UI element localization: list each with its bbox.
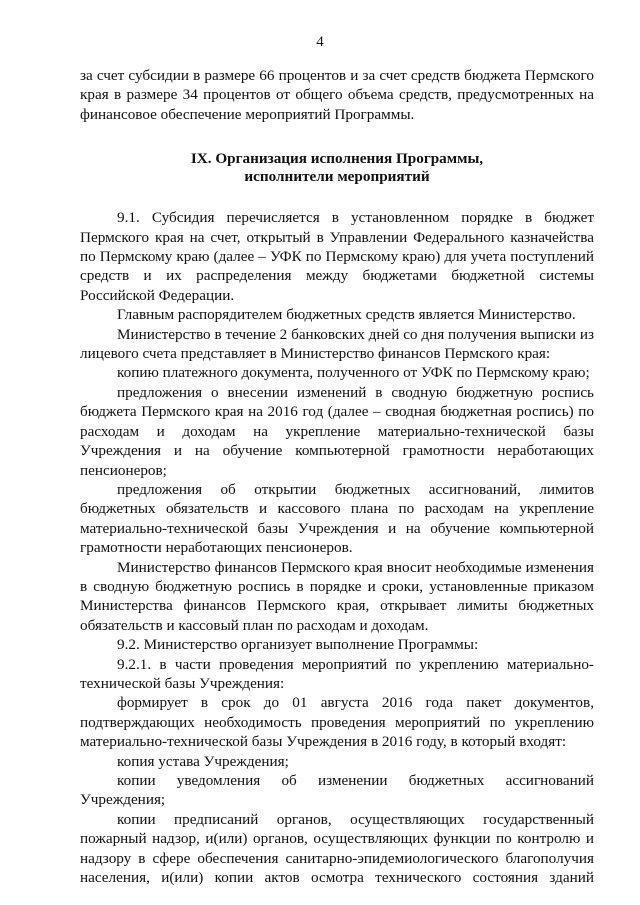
page-number: 4 <box>316 34 324 50</box>
intro-paragraph: за счет субсидии в размере 66 процентов и за счет средств бюджета Пермского края в размере 34 процентов от общего объема средств, предусмотренных на финансовое обеспечение мероприятий Программы. <box>80 67 594 123</box>
paragraph-budget-changes: предложения о внесении изменений в сводную бюджетную роспись бюджета Пермского края на 2016 год (далее – сводная бюджетная роспись) по расходам и доходам на укрепление материально-технической базы Учреждения и на обучение компьютерной грамотности неработающих пенсионеров; <box>80 383 594 479</box>
paragraph-ministry-submits: Министерство в течение 2 банковских дней со дня получения выписки из лицевого счета представляет в Министерство финансов Пермского края: <box>80 325 594 363</box>
paragraph-charter-copy: копия устава Учреждения; <box>117 752 289 770</box>
paragraph-main-manager: Главным распорядителем бюджетных средств является Министерство. <box>117 306 576 324</box>
section-heading <box>80 150 594 186</box>
document-body <box>80 66 594 887</box>
paragraph-finance-ministry: Министерство финансов Пермского края вносит необходимые изменения в сводную бюджетную роспись в порядке и сроки, установленные приказом Министерства финансов Пермского края, открывает лимиты бюджетных обязательств и кассовый план по расходам и доходам. <box>80 558 594 634</box>
paragraph-9-2: 9.2. Министерство организует выполнение Программы: <box>117 636 479 654</box>
paragraph-prescription-copies: копии предписаний органов, осуществляющих государственный пожарный надзор, и(или) органов, осуществляющих функции по контролю и надзору в сфере обеспечения санитарно-эпидемиологического благополучия населения, и(или) копии актов осмотра технического состояния зданий <box>80 810 594 887</box>
paragraph-payment-copy: копию платежного документа, полученного от УФК по Пермскому краю; <box>117 364 590 382</box>
paragraph-notification-copies: копии уведомления об изменении бюджетных ассигнований Учреждения; <box>80 772 594 809</box>
paragraph-9-1: 9.1. Субсидия перечисляется в установленном порядке в бюджет Пермского края на счет, открытый в Управлении Федерального казначейства по Пермскому краю (далее – УФК по Пермскому краю) для учета поступлений средств и их распределения между бюджетами бюджетной системы Российской Федерации. <box>80 209 594 304</box>
section-title-line-2: исполнители мероприятий <box>244 168 430 186</box>
paragraph-allocations: предложения об открытии бюджетных ассигнований, лимитов бюджетных обязательств и кассового плана по расходам на укрепление материально-технической базы Учреждения и на обучение компьютерной грамотности неработающих пенсионеров. <box>80 480 594 557</box>
section-title-line-1: IX. Организация исполнения Программы, <box>190 150 484 168</box>
paragraph-9-2-1: 9.2.1. в части проведения мероприятий по укреплению материально-технической базы Учреждения: <box>80 655 594 692</box>
paragraph-forms-package: формирует в срок до 01 августа 2016 года пакет документов, подтверждающих необходимость проведения мероприятий по укреплению материально-технической базы Учреждения в 2016 году, в который входят: <box>80 694 594 751</box>
